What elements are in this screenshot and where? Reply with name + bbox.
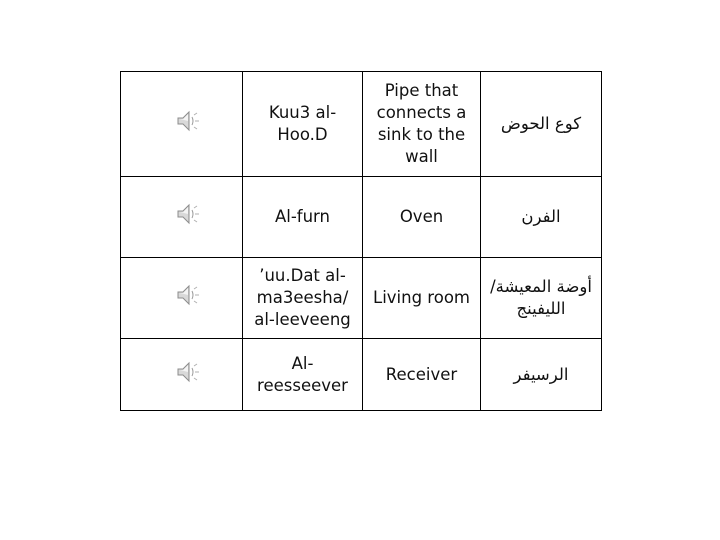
arabic-cell: كوع الحوض [481,72,602,177]
table-row [121,177,602,258]
english-cell: Pipe that connects a sink to the wall [363,72,481,177]
table-row [121,72,602,177]
speaker-icon[interactable] [175,201,203,227]
transliteration-cell: Kuu3 al-Hoo.D [243,72,363,177]
audio-cell [121,177,243,258]
arabic-cell: الرسيفر [481,339,602,411]
english-cell: Living room [363,258,481,339]
speaker-icon[interactable] [175,108,203,134]
english-cell: Receiver [363,339,481,411]
arabic-cell: الفرن [481,177,602,258]
speaker-icon[interactable] [175,282,203,308]
audio-cell [121,72,243,177]
transliteration-cell: Al-reesseever [243,339,363,411]
transliteration-cell: ’uu.Dat al-ma3eesha/ al-leeveeng [243,258,363,339]
speaker-icon[interactable] [175,359,203,385]
english-cell: Oven [363,177,481,258]
vocabulary-table [120,71,602,411]
audio-cell [121,258,243,339]
arabic-cell: أوضة المعيشة/الليفينج [481,258,602,339]
table-row [121,339,602,411]
transliteration-cell: Al-furn [243,177,363,258]
table-row [121,258,602,339]
audio-cell [121,339,243,411]
